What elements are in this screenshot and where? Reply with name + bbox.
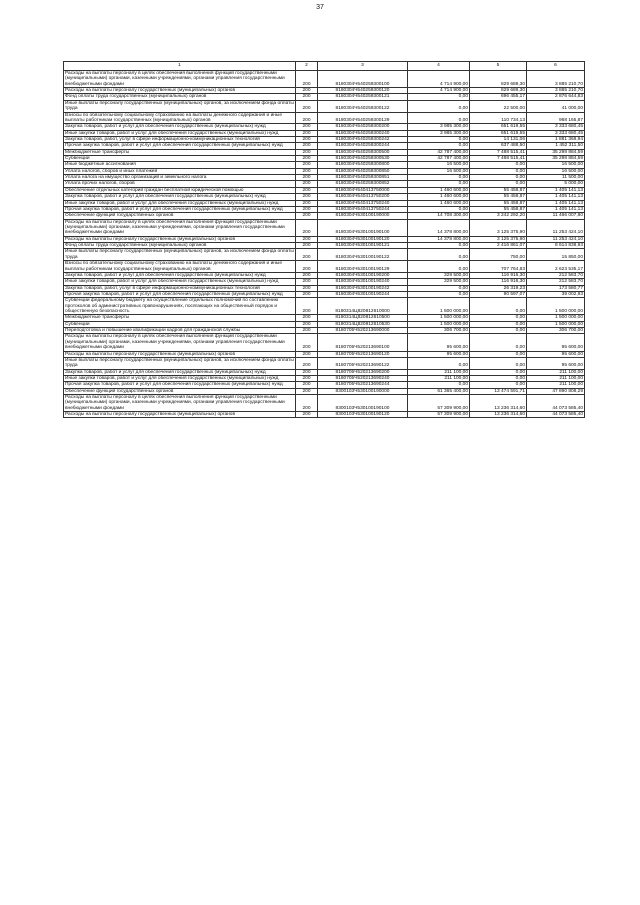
row-approved-cell: 14 378 800,00: [408, 219, 470, 236]
row-name-cell: Закупка товаров, работ и услуг для обеспечения государственных (муниципальных) нужд: [64, 124, 296, 130]
row-unexecuted-cell: 1 405 141,13: [527, 187, 585, 193]
row-unexecuted-cell: 211 100,00: [527, 382, 585, 388]
row-budget-code-cell: 8180304Ч540259300851: [318, 175, 408, 181]
row-executed-cell: 0,00: [470, 315, 527, 321]
row-approved-cell: 1 460 600,00: [408, 194, 470, 200]
table-row: [64, 219, 585, 236]
row-name-cell: Взносы по обязательному социальному страхованию на выплаты денежного содержания и иные выплаты работникам государственных (муниципальных) органов: [64, 261, 296, 273]
row-budget-code-cell: 8180304Ч530100190200: [318, 272, 408, 278]
row-line-code-cell: 200: [296, 285, 318, 291]
table-row: [64, 334, 585, 351]
row-budget-code-cell: 8180304Ч530100190100: [318, 219, 408, 236]
row-unexecuted-cell: 1 452 311,50: [527, 143, 585, 149]
row-budget-code-cell: 8300103Ч530100190100: [318, 395, 408, 412]
column-header: 5: [470, 62, 527, 71]
row-executed-cell: 0,00: [470, 181, 527, 187]
row-name-cell: Уплата прочих налогов, сборов: [64, 181, 296, 187]
row-executed-cell: 2 416 861,07: [470, 243, 527, 249]
row-budget-code-cell: 8180304Ч540259300244: [318, 143, 408, 149]
row-line-code-cell: 200: [296, 243, 318, 249]
row-name-cell: Закупка товаров, работ и услуг для обеспечения государственных (муниципальных) нужд: [64, 194, 296, 200]
row-budget-code-cell: 8180705Ч520213690120: [318, 351, 408, 357]
row-approved-cell: 1 460 600,00: [408, 187, 470, 193]
row-unexecuted-cell: 41 000,00: [527, 100, 585, 112]
row-unexecuted-cell: 212 583,70: [527, 279, 585, 285]
table-row: [64, 249, 585, 261]
row-unexecuted-cell: 1 405 141,13: [527, 200, 585, 206]
row-approved-cell: 0,00: [408, 249, 470, 261]
row-unexecuted-cell: 95 600,00: [527, 334, 585, 351]
row-executed-cell: 55 458,87: [470, 194, 527, 200]
row-budget-code-cell: 8180705Ч520213690240: [318, 375, 408, 381]
row-executed-cell: 26 319,23: [470, 285, 527, 291]
row-name-cell: Расходы на выплаты персоналу в целях обеспечения выполнения функций государственными (муниципальными) органами, казенными учреждениями, органами управления государственными внебюджетными фондами: [64, 395, 296, 412]
row-name-cell: Иные закупки товаров, работ и услуг для обеспечения государственных (муниципальных) нужд: [64, 200, 296, 206]
row-approved-cell: 329 500,00: [408, 279, 470, 285]
row-approved-cell: 0,00: [408, 243, 470, 249]
row-unexecuted-cell: 95 600,00: [527, 357, 585, 369]
row-name-cell: Расходы на выплаты персоналу в целях обеспечения выполнения функций государственными (муниципальными) органами, казенными учреждениями, органами управления государственными внебюджетными фондами: [64, 71, 296, 88]
row-budget-code-cell: 8180304Ч540259300530: [318, 156, 408, 162]
row-unexecuted-cell: 211 100,00: [527, 375, 585, 381]
row-unexecuted-cell: 11 253 424,10: [527, 219, 585, 236]
row-budget-code-cell: 8180304Ч540259300200: [318, 124, 408, 130]
row-line-code-cell: 200: [296, 100, 318, 112]
row-executed-cell: 637 488,50: [470, 143, 527, 149]
row-budget-code-cell: 8180304Ч540259300121: [318, 94, 408, 100]
row-approved-cell: 3 985 300,00: [408, 130, 470, 136]
row-budget-code-cell: 8180304Ч530100190244: [318, 291, 408, 297]
row-approved-cell: 0,00: [408, 285, 470, 291]
row-line-code-cell: 200: [296, 219, 318, 236]
row-approved-cell: 4 714 900,00: [408, 88, 470, 94]
row-name-cell: Иные выплаты персоналу государственных (муниципальных) органов, за исключением фонда оплаты труда: [65, 357, 294, 369]
row-name-cell: Расходы на выплаты персоналу государственных (муниципальных) органов: [64, 412, 296, 418]
row-name-cell: Уплата налога на имущество организаций и земельного налога: [64, 175, 296, 181]
row-budget-code-cell: 8180304Ч530100190242: [318, 285, 408, 291]
row-budget-code-cell: 8180314Ц820812610530: [318, 321, 408, 327]
row-budget-code-cell: 8300103Ч530100190000: [318, 388, 408, 394]
row-unexecuted-cell: 1 881 368,94: [527, 136, 585, 142]
row-budget-code-cell: 8180705Ч520213690200: [318, 369, 408, 375]
table-row: [64, 71, 585, 88]
row-budget-code-cell: 8180304Ч540259300129: [318, 112, 408, 124]
row-name-cell: Переподготовка и повышение квалификации кадров для гражданской службы: [64, 328, 296, 334]
table-row: [64, 357, 585, 369]
row-budget-code-cell: 8180304Ч540259300852: [318, 181, 408, 187]
row-budget-code-cell: 8180304Ч540259300100: [318, 71, 408, 88]
row-executed-cell: 707 764,83: [470, 261, 527, 273]
table-row: [64, 112, 585, 124]
row-unexecuted-cell: 3 885 210,70: [527, 71, 585, 88]
row-line-code-cell: 200: [296, 213, 318, 219]
row-approved-cell: 0,00: [408, 100, 470, 112]
row-approved-cell: 1 500 000,00: [408, 298, 470, 315]
row-name-cell: Расходы на выплаты персоналу государственных (муниципальных) органов: [64, 351, 296, 357]
row-executed-cell: 0,00: [470, 175, 527, 181]
row-line-code-cell: 200: [296, 94, 318, 100]
row-name-cell: Взносы по обязательному социальному страхованию на выплаты денежного содержания и иные выплаты работникам государственных (муниципальных) органов: [64, 112, 296, 124]
row-executed-cell: 55 458,87: [470, 200, 527, 206]
row-executed-cell: 90 597,07: [470, 291, 527, 297]
row-name-cell: Уплата налогов, сборов и иных платежей: [64, 168, 296, 174]
row-unexecuted-cell: 1 500 000,00: [527, 315, 585, 321]
row-approved-cell: 0,00: [408, 181, 470, 187]
row-name-cell: Иные закупки товаров, работ и услуг для обеспечения государственных (муниципальных) нужд: [64, 130, 296, 136]
row-name-cell: Фонд оплаты труда государственных (муниципальных) органов: [64, 243, 296, 249]
row-unexecuted-cell: 173 580,77: [527, 285, 585, 291]
row-unexecuted-cell: 44 073 585,40: [527, 395, 585, 412]
row-budget-code-cell: 8180304Ч530100190129: [318, 261, 408, 273]
row-approved-cell: 16 500,00: [408, 168, 470, 174]
row-approved-cell: 0,00: [408, 382, 470, 388]
row-name-cell: Прочая закупка товаров, работ и услуг для обеспечения государственных (муниципальных) нужд: [64, 206, 296, 212]
row-name-cell: Обеспечение функций государственных органов: [64, 213, 296, 219]
row-budget-code-cell: 8180304Ч540413750244: [318, 206, 408, 212]
row-name-cell: Закупка товаров, работ и услуг для обеспечения государственных (муниципальных) нужд: [64, 369, 296, 375]
row-line-code-cell: 200: [296, 321, 318, 327]
row-approved-cell: 0,00: [408, 175, 470, 181]
row-name-cell: Субвенции: [64, 156, 296, 162]
row-unexecuted-cell: 39 002,93: [527, 291, 585, 297]
table-row: [64, 100, 585, 112]
table-header-row: [64, 62, 585, 71]
row-unexecuted-cell: 44 073 585,40: [527, 412, 585, 418]
column-header: 1: [64, 62, 296, 71]
row-budget-code-cell: 8180314Ц820812610000: [318, 298, 408, 315]
row-line-code-cell: 200: [296, 200, 318, 206]
row-unexecuted-cell: 95 600,00: [527, 351, 585, 357]
row-executed-cell: 0,00: [470, 382, 527, 388]
column-header: 4: [408, 62, 470, 71]
row-name-cell: Закупка товаров, работ, услуг в сфере информационно-коммуникационных технологий: [64, 285, 296, 291]
row-budget-code-cell: 8180304Ч540259300240: [318, 130, 408, 136]
row-executed-cell: 829 689,30: [470, 88, 527, 94]
row-unexecuted-cell: 1 405 141,13: [527, 194, 585, 200]
column-header: 2: [296, 62, 318, 71]
row-unexecuted-cell: 11 466 007,80: [527, 213, 585, 219]
row-approved-cell: 3 985 300,00: [408, 124, 470, 130]
row-approved-cell: 95 600,00: [408, 351, 470, 357]
row-line-code-cell: 200: [296, 298, 318, 315]
row-approved-cell: 4 714 900,00: [408, 71, 470, 88]
row-budget-code-cell: 8180304Ч530100190122: [318, 249, 408, 261]
row-budget-code-cell: 8180304Ч540259300500: [318, 149, 408, 155]
row-line-code-cell: 200: [296, 395, 318, 412]
row-budget-code-cell: 8180304Ч530100190240: [318, 279, 408, 285]
row-name-cell: Межбюджетные трансферты: [64, 315, 296, 321]
row-unexecuted-cell: 35 298 884,59: [527, 149, 585, 155]
row-executed-cell: 651 619,55: [470, 130, 527, 136]
row-approved-cell: 211 100,00: [408, 369, 470, 375]
row-name-cell: Расходы на выплаты персоналу государственных (муниципальных) органов: [64, 236, 296, 242]
row-name-cell: Иные бюджетные ассигнования: [64, 162, 296, 168]
table-row: [64, 298, 585, 315]
row-name-cell: Расходы на выплаты персоналу в целях обеспечения выполнения функций государственными (муниципальными) органами, казенными учреждениями, органами управления государственными внебюджетными фондами: [64, 219, 296, 236]
row-executed-cell: 22 500,00: [470, 100, 527, 112]
row-approved-cell: 1 500 000,00: [408, 315, 470, 321]
row-line-code-cell: 200: [296, 351, 318, 357]
row-line-code-cell: 200: [296, 291, 318, 297]
row-line-code-cell: 200: [296, 187, 318, 193]
row-executed-cell: 696 455,17: [470, 94, 527, 100]
row-approved-cell: 16 500,00: [408, 162, 470, 168]
row-executed-cell: 0,00: [470, 328, 527, 334]
row-approved-cell: 0,00: [408, 112, 470, 124]
row-line-code-cell: 200: [296, 88, 318, 94]
column-header: 3: [318, 62, 408, 71]
row-approved-cell: 61 365 400,00: [408, 388, 470, 394]
row-line-code-cell: 200: [296, 261, 318, 273]
row-executed-cell: 651 619,55: [470, 124, 527, 130]
row-approved-cell: 211 100,00: [408, 375, 470, 381]
row-line-code-cell: 200: [296, 272, 318, 278]
row-approved-cell: 0,00: [408, 291, 470, 297]
row-name-cell: Обеспечение отдельных категорий граждан бесплатной юридической помощью: [64, 187, 296, 193]
row-name-cell: Иные выплаты персоналу государственных (муниципальных) органов, за исключением фонда оплаты труда: [65, 249, 294, 260]
row-executed-cell: 13 236 314,60: [470, 395, 527, 412]
row-unexecuted-cell: 11 500,00: [527, 175, 585, 181]
row-name-cell: Иные закупки товаров, работ и услуг для обеспечения государственных (муниципальных) нужд: [64, 375, 296, 381]
row-unexecuted-cell: 8 614 838,93: [527, 243, 585, 249]
row-line-code-cell: 200: [296, 382, 318, 388]
row-unexecuted-cell: 968 165,87: [527, 112, 585, 124]
row-approved-cell: 57 309 900,00: [408, 412, 470, 418]
row-unexecuted-cell: 1 500 000,00: [527, 298, 585, 315]
row-approved-cell: 14 708 300,00: [408, 213, 470, 219]
row-executed-cell: 0,00: [470, 351, 527, 357]
row-name-cell: Закупка товаров, работ и услуг для обеспечения государственных (муниципальных) нужд: [64, 272, 296, 278]
row-unexecuted-cell: 306 700,00: [527, 328, 585, 334]
row-executed-cell: 116 916,30: [470, 279, 527, 285]
row-name-cell: Прочая закупка товаров, работ и услуг для обеспечения государственных (муниципальных) нужд: [64, 291, 296, 297]
row-executed-cell: 110 734,13: [470, 112, 527, 124]
row-executed-cell: 13 236 314,60: [470, 412, 527, 418]
row-approved-cell: 57 309 900,00: [408, 395, 470, 412]
row-unexecuted-cell: 11 253 424,10: [527, 236, 585, 242]
row-line-code-cell: 200: [296, 130, 318, 136]
row-name-cell: Закупка товаров, работ, услуг в сфере информационно-коммуникационных технологий: [64, 136, 296, 142]
row-executed-cell: 829 689,30: [470, 71, 527, 88]
row-budget-code-cell: 8180304Ч540259300242: [318, 136, 408, 142]
table-row: [64, 261, 585, 273]
row-approved-cell: 0,00: [408, 94, 470, 100]
row-budget-code-cell: 8180304Ч540259300120: [318, 88, 408, 94]
row-executed-cell: 0,00: [470, 298, 527, 315]
row-name-cell: Субвенции федеральному бюджету на осуществление отдельных полномочий по составлению протоколов об административных правонарушениях, посягающих на общественный порядок и общественную безопасность: [64, 298, 296, 315]
row-executed-cell: 0,00: [470, 369, 527, 375]
row-unexecuted-cell: 3 333 680,45: [527, 130, 585, 136]
row-budget-code-cell: 8180705Ч520213690100: [318, 334, 408, 351]
row-budget-code-cell: 8180705Ч520213690122: [318, 357, 408, 369]
row-executed-cell: 7 488 515,41: [470, 156, 527, 162]
row-line-code-cell: 200: [296, 156, 318, 162]
row-name-cell: Обеспечение функций государственных органов: [64, 388, 296, 394]
row-approved-cell: 95 600,00: [408, 334, 470, 351]
row-unexecuted-cell: 16 500,00: [527, 168, 585, 174]
row-executed-cell: 0,00: [470, 162, 527, 168]
row-budget-code-cell: 8180304Ч530100190121: [318, 243, 408, 249]
row-name-cell: Расходы на выплаты персоналу в целях обеспечения выполнения функций государственными (муниципальными) органами, казенными учреждениями, органами управления государственными внебюджетными фондами: [64, 334, 296, 351]
row-budget-code-cell: 8180314Ц820812610500: [318, 315, 408, 321]
row-line-code-cell: 200: [296, 375, 318, 381]
row-line-code-cell: 200: [296, 206, 318, 212]
row-executed-cell: 13 474 591,71: [470, 388, 527, 394]
row-executed-cell: 116 916,30: [470, 272, 527, 278]
row-approved-cell: 0,00: [408, 357, 470, 369]
row-name-cell: Расходы на выплаты персоналу государственных (муниципальных) органов: [64, 88, 296, 94]
row-unexecuted-cell: 3 333 680,45: [527, 124, 585, 130]
row-name-cell: Прочая закупка товаров, работ и услуг для обеспечения государственных (муниципальных) нужд: [64, 382, 296, 388]
row-budget-code-cell: 8180705Ч520213690000: [318, 328, 408, 334]
row-approved-cell: 1 460 600,00: [408, 200, 470, 206]
row-executed-cell: 0,00: [470, 334, 527, 351]
row-line-code-cell: 200: [296, 136, 318, 142]
row-executed-cell: 750,00: [470, 249, 527, 261]
row-executed-cell: 14 131,06: [470, 136, 527, 142]
row-line-code-cell: 200: [296, 112, 318, 124]
row-budget-code-cell: 8180705Ч520213690244: [318, 382, 408, 388]
row-approved-cell: 0,00: [408, 206, 470, 212]
row-unexecuted-cell: 47 890 808,29: [527, 388, 585, 394]
table-row: [64, 395, 585, 412]
budget-execution-table: [63, 61, 585, 418]
row-approved-cell: 0,00: [408, 143, 470, 149]
row-unexecuted-cell: 211 100,00: [527, 369, 585, 375]
row-approved-cell: 1 500 000,00: [408, 321, 470, 327]
row-budget-code-cell: 8180304Ч540413750200: [318, 194, 408, 200]
row-budget-code-cell: 8300103Ч530100190120: [318, 412, 408, 418]
row-executed-cell: 3 125 375,90: [470, 219, 527, 236]
row-line-code-cell: 200: [296, 194, 318, 200]
row-line-code-cell: 200: [296, 175, 318, 181]
row-line-code-cell: 200: [296, 328, 318, 334]
row-name-cell: Межбюджетные трансферты: [64, 149, 296, 155]
row-budget-code-cell: 8180304Ч530100190000: [318, 213, 408, 219]
row-line-code-cell: 200: [296, 168, 318, 174]
row-approved-cell: 0,00: [408, 261, 470, 273]
row-line-code-cell: 200: [296, 279, 318, 285]
table-row: [64, 412, 585, 418]
row-line-code-cell: 200: [296, 249, 318, 261]
row-line-code-cell: 200: [296, 412, 318, 418]
row-line-code-cell: 200: [296, 369, 318, 375]
row-line-code-cell: 200: [296, 162, 318, 168]
row-unexecuted-cell: 16 500,00: [527, 162, 585, 168]
row-approved-cell: 306 700,00: [408, 328, 470, 334]
row-budget-code-cell: 8180304Ч540259300122: [318, 100, 408, 112]
row-line-code-cell: 200: [296, 149, 318, 155]
row-name-cell: Субвенции: [64, 321, 296, 327]
row-unexecuted-cell: 1 405 141,13: [527, 206, 585, 212]
row-executed-cell: 0,00: [470, 321, 527, 327]
row-unexecuted-cell: 35 298 884,59: [527, 156, 585, 162]
row-budget-code-cell: 8180304Ч540413750240: [318, 200, 408, 206]
row-name-cell: Фонд оплаты труда государственных (муниципальных) органов: [64, 94, 296, 100]
row-executed-cell: 3 242 292,20: [470, 213, 527, 219]
row-executed-cell: 0,00: [470, 168, 527, 174]
row-executed-cell: 55 458,87: [470, 206, 527, 212]
row-name-cell: Иные выплаты персоналу государственных (муниципальных) органов, за исключением фонда оплаты труда: [65, 100, 294, 112]
row-executed-cell: 3 125 375,90: [470, 236, 527, 242]
row-approved-cell: 14 378 800,00: [408, 236, 470, 242]
row-budget-code-cell: 8180304Ч530100190120: [318, 236, 408, 242]
row-line-code-cell: 200: [296, 143, 318, 149]
row-line-code-cell: 200: [296, 334, 318, 351]
row-unexecuted-cell: 15 850,00: [527, 249, 585, 261]
column-header: 6: [527, 62, 585, 71]
row-unexecuted-cell: 2 623 535,17: [527, 261, 585, 273]
row-budget-code-cell: 8180304Ч540413750000: [318, 187, 408, 193]
row-unexecuted-cell: 5 000,00: [527, 181, 585, 187]
row-line-code-cell: 200: [296, 388, 318, 394]
row-executed-cell: 0,00: [470, 357, 527, 369]
row-unexecuted-cell: 1 500 000,00: [527, 321, 585, 327]
row-approved-cell: 329 500,00: [408, 272, 470, 278]
row-executed-cell: 55 458,87: [470, 187, 527, 193]
row-unexecuted-cell: 212 583,70: [527, 272, 585, 278]
row-unexecuted-cell: 2 876 644,83: [527, 94, 585, 100]
row-name-cell: Иные закупки товаров, работ и услуг для обеспечения государственных (муниципальных) нужд: [64, 279, 296, 285]
page-number: 37: [316, 4, 324, 11]
row-line-code-cell: 200: [296, 181, 318, 187]
row-unexecuted-cell: 3 885 210,70: [527, 88, 585, 94]
row-name-cell: Прочая закупка товаров, работ и услуг для обеспечения государственных (муниципальных) нужд: [64, 143, 296, 149]
row-line-code-cell: 200: [296, 124, 318, 130]
row-approved-cell: 42 787 400,00: [408, 149, 470, 155]
row-approved-cell: 0,00: [408, 136, 470, 142]
row-line-code-cell: 200: [296, 236, 318, 242]
row-executed-cell: 7 488 515,41: [470, 149, 527, 155]
row-budget-code-cell: 8180304Ч540259300850: [318, 168, 408, 174]
row-budget-code-cell: 8180304Ч540259300800: [318, 162, 408, 168]
row-approved-cell: 42 787 400,00: [408, 156, 470, 162]
row-line-code-cell: 200: [296, 71, 318, 88]
row-executed-cell: 0,00: [470, 375, 527, 381]
row-line-code-cell: 200: [296, 315, 318, 321]
row-line-code-cell: 200: [296, 357, 318, 369]
